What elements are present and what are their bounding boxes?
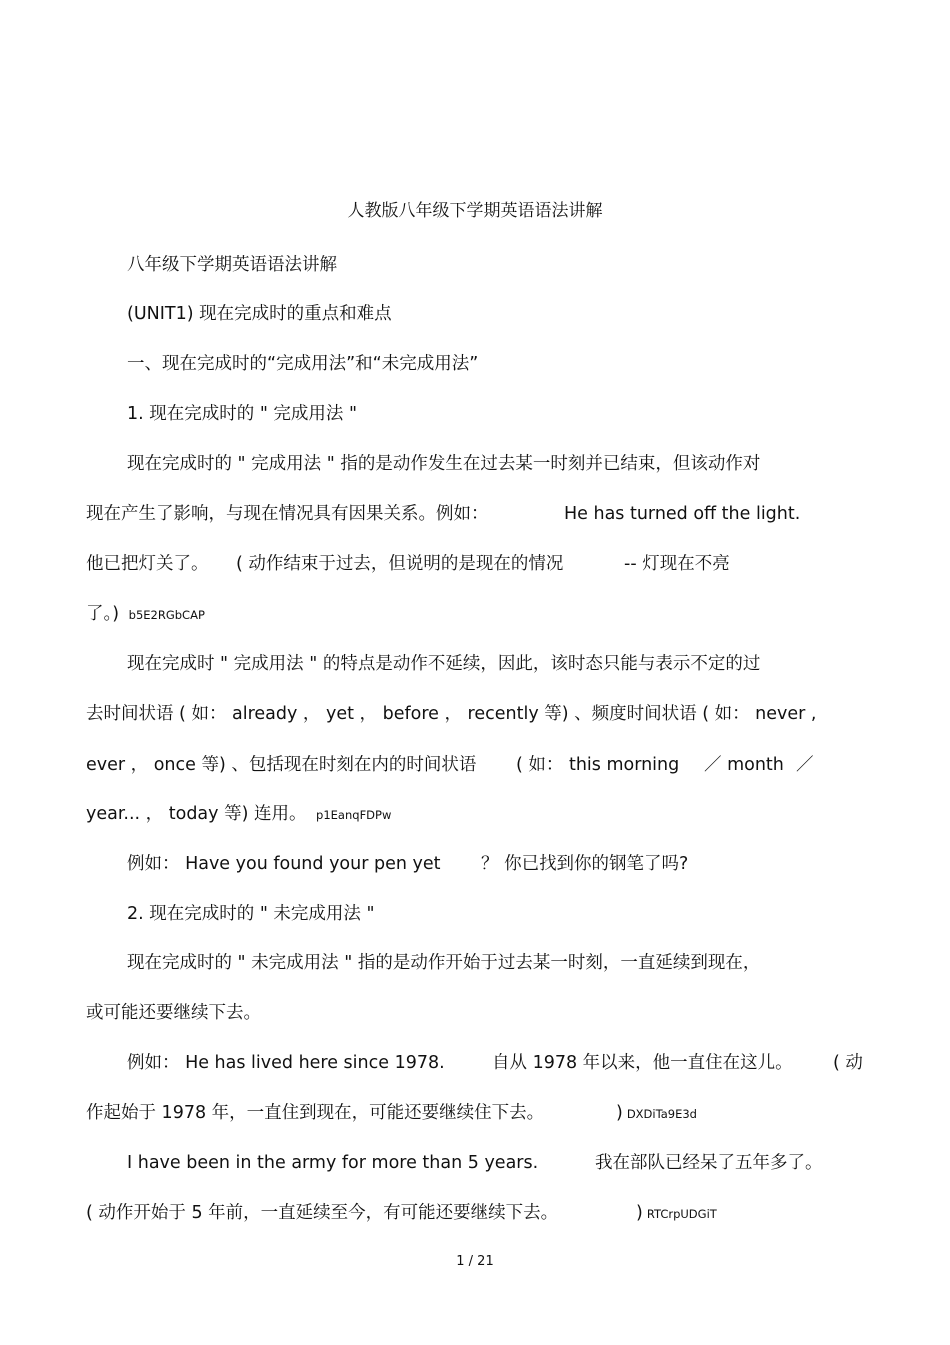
unit-heading: (UNIT1) 现在完成时的重点和难点 bbox=[127, 304, 392, 324]
example-line bbox=[127, 852, 689, 876]
watermark-code: p1EanqFDPw bbox=[316, 808, 392, 822]
text-segment: 现在产生了影响，与现在情况具有因果关系。例如： bbox=[86, 504, 489, 524]
paragraph-line: 现在完成时的 " 完成用法 " 指的是动作发生在过去某一时刻并已结束，但该动作对 bbox=[127, 454, 761, 474]
text-segment bbox=[636, 1201, 717, 1226]
example-line bbox=[127, 1051, 863, 1075]
watermark-code: RTCrpUDGiT bbox=[646, 1207, 717, 1221]
document-title: 人教版八年级下学期英语语法讲解 bbox=[347, 201, 603, 221]
text-segment: 作起始于 1978 年，一直住到现在，可能还要继续住下去。 bbox=[86, 1103, 545, 1123]
text-segment: He has turned off the light. bbox=[564, 504, 801, 524]
paragraph-line bbox=[86, 602, 205, 627]
text-segment: 他已把灯关了。 bbox=[86, 554, 209, 574]
text-segment: 自从 1978 年以来，他一直住在这儿。 bbox=[492, 1053, 793, 1073]
subsection-heading: 2. 现在完成时的 " 未完成用法 " bbox=[127, 904, 375, 924]
text-segment: ／ bbox=[796, 755, 814, 775]
paragraph-line bbox=[86, 1201, 717, 1225]
paragraph-line: 或可能还要继续下去。 bbox=[86, 1003, 261, 1023]
paragraph-line: 去时间状语 ( 如： already ， yet ， before ， recently 等) 、频度时间状语 ( 如： never , bbox=[86, 704, 817, 724]
subsection-heading: 1. 现在完成时的 " 完成用法 " bbox=[127, 404, 358, 424]
page-number: 1 / 21 bbox=[456, 1254, 494, 1269]
text-segment: ( 如： this morning bbox=[516, 755, 680, 775]
text-segment: ( 动作结束于过去，但说明的是现在的情况 bbox=[236, 554, 564, 574]
paren: ) bbox=[616, 1103, 623, 1123]
text-segment: -- 灯现在不亮 bbox=[624, 554, 730, 574]
text-segment: ( 动 bbox=[833, 1053, 863, 1073]
paragraph-line bbox=[86, 1101, 697, 1125]
text-segment: I have been in the army for more than 5 years. bbox=[127, 1153, 539, 1173]
heading-line: 八年级下学期英语语法讲解 bbox=[127, 255, 337, 275]
watermark-code: DXDiTa9E3d bbox=[626, 1107, 697, 1121]
text-segment bbox=[616, 1101, 697, 1126]
text-segment: ／ month bbox=[704, 755, 784, 775]
paragraph-line: 现在完成时 " 完成用法 " 的特点是动作不延续，因此，该时态只能与表示不定的过 bbox=[127, 654, 761, 674]
section-heading: 一、现在完成时的“完成用法”和“未完成用法” bbox=[127, 354, 479, 374]
paragraph-line bbox=[86, 552, 730, 576]
text-segment: ( 动作开始于 5 年前，一直延续至今，有可能还要继续下去。 bbox=[86, 1203, 559, 1223]
paren: ) bbox=[636, 1203, 643, 1223]
paragraph-line bbox=[86, 753, 814, 777]
text-segment: 例如： He has lived here since 1978. bbox=[127, 1053, 445, 1073]
text-segment: 了。) bbox=[86, 604, 120, 624]
text-segment: 例如： Have you found your pen yet bbox=[127, 854, 441, 874]
paragraph-line bbox=[86, 802, 391, 827]
text-segment: 我在部队已经呆了五年多了。 bbox=[595, 1153, 823, 1173]
text-segment: ever ， once 等) 、包括现在时刻在内的时间状语 bbox=[86, 755, 477, 775]
text-segment: year... ， today 等) 连用。 bbox=[86, 804, 307, 824]
paragraph-line bbox=[86, 502, 801, 526]
example-line bbox=[127, 1151, 823, 1175]
text-segment: ？ 你已找到你的钢笔了吗? bbox=[481, 854, 689, 874]
paragraph-line: 现在完成时的 " 未完成用法 " 指的是动作开始于过去某一时刻，一直延续到现在， bbox=[127, 953, 761, 973]
watermark-code: b5E2RGbCAP bbox=[128, 608, 205, 622]
